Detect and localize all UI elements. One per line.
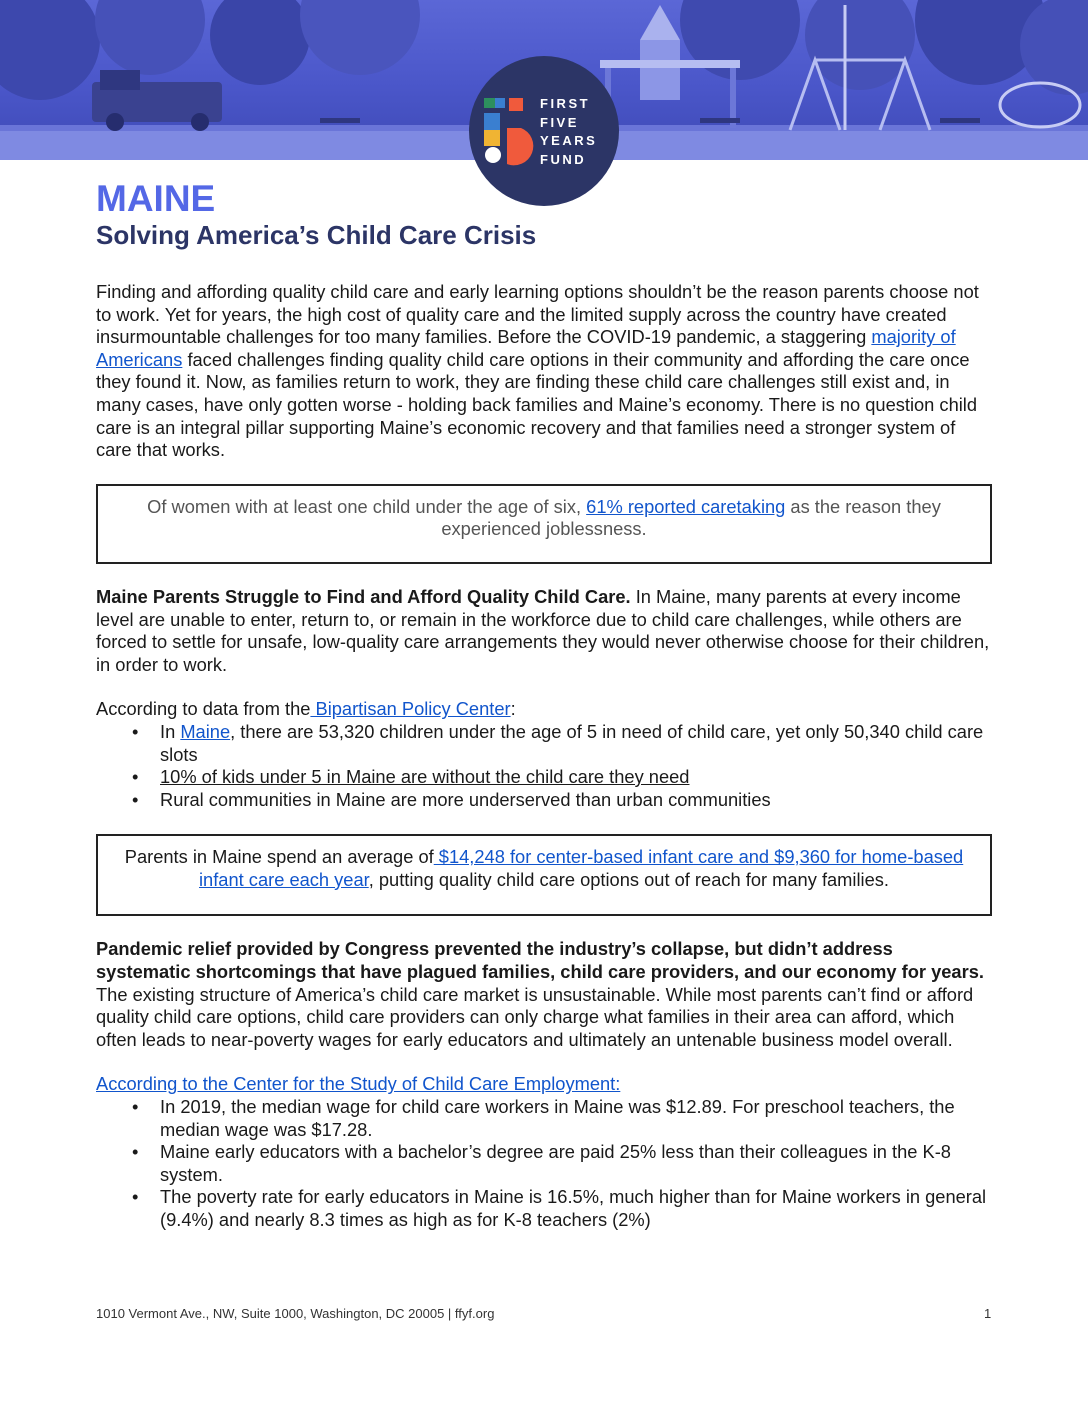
logo-line-years: YEARS xyxy=(540,133,598,148)
document-body xyxy=(96,281,992,1232)
list-item: • 10% of kids under 5 in Maine are without the child care they need xyxy=(160,766,992,789)
logo-line-five: FIVE xyxy=(540,114,579,130)
majority-of-americans-link[interactable]: majority of Americans xyxy=(96,326,956,370)
page-title: MAINE xyxy=(96,178,216,219)
logo-line-fund: FUND xyxy=(540,151,587,167)
caretaking-link[interactable]: 61% reported caretaking xyxy=(586,495,786,517)
first-five-years-fund-logo xyxy=(469,56,619,206)
callout-box-infant-care-cost: Parents in Maine spend an average of $14,248 for center-based infant care and $9,360 for home-based infant care each year, putting quality child care options out of reach for many families. xyxy=(96,834,992,916)
section-heading: Maine Parents Struggle to Find and Afford Quality Child Care. xyxy=(96,585,631,607)
list-item: • In Maine, there are 53,320 children under the age of 5 in need of child care, yet only 50,340 child care slots xyxy=(160,721,992,766)
list-item: • The poverty rate for early educators in Maine is 16.5%, much higher than for Maine workers in general (9.4%) and nearly 8.3 times as high as for K-8 teachers (2%) xyxy=(160,1186,992,1231)
logo-line-first: FIRST xyxy=(540,96,591,111)
infant-care-cost-link[interactable]: $14,248 for center-based infant care and $9,360 for home-based infant care each year xyxy=(199,846,964,890)
list-item: • Maine early educators with a bachelor’s degree are paid 25% less than their colleagues in the K-8 system. xyxy=(160,1141,992,1186)
bipartisan-policy-center-link[interactable]: Bipartisan Policy Center xyxy=(310,698,511,720)
cscce-bullet-list xyxy=(96,1096,992,1232)
cscce-link[interactable]: According to the Center for the Study of Child Care Employment: xyxy=(96,1073,621,1095)
list-item: • In 2019, the median wage for child care workers in Maine was $12.89. For preschool teachers, the median wage was $17.28. xyxy=(160,1096,992,1141)
page-number: 1 xyxy=(984,1306,992,1321)
page-subtitle: Solving America’s Child Care Crisis xyxy=(96,220,537,250)
section-heading: Pandemic relief provided by Congress prevented the industry’s collapse, but didn’t address systematic shortcomings that have plagued families, child care providers, and our economy for years. xyxy=(96,938,984,983)
list-item: • Rural communities in Maine are more underserved than urban communities xyxy=(160,789,992,812)
intro-paragraph: Finding and affording quality child care and early learning options shouldn’t be the reason parents choose not to work. Yet for years, the high cost of quality care and the limited supply across the country have created insurmountable challenges for too many families. Before the COVID-19 pandemic, a staggering majority of Americans faced challenges finding quality child care options in their community and affording the care once they found it. Now, as families return to work, they are finding these child care challenges still exist and, in many cases, have only gotten worse - holding back families and Maine’s economy. There is no question child care is an integral pillar supporting Maine’s economic recovery and that families need a stronger system of care that works. xyxy=(96,281,979,461)
section-parents-struggle: Maine Parents Struggle to Find and Afford Quality Child Care. In Maine, many parents at every income level are unable to enter, return to, or remain in the workforce due to child care challenges, while others are forced to settle for unsafe, low-quality care arrangements they would never otherwise choose for their children, in order to work. xyxy=(96,585,990,675)
logo-wordmark xyxy=(540,95,597,169)
bpc-bullet-list xyxy=(96,721,992,811)
callout-box-caretaking: Of women with at least one child under the age of six, 61% reported caretaking as the reason they experienced joblessness. xyxy=(96,484,992,564)
maine-link[interactable]: Maine xyxy=(180,720,231,742)
footer-address: 1010 Vermont Ave., NW, Suite 1000, Washington, DC 20005 | ffyf.org xyxy=(96,1306,495,1321)
bpc-intro: According to data from the Bipartisan Policy Center: xyxy=(96,698,516,720)
section-pandemic-relief: Pandemic relief provided by Congress prevented the industry’s collapse, but didn’t address systematic shortcomings that have plagued families, child care providers, and our economy for years. The existing structure of America’s child care market is unsustainable. While most parents can’t find or afford quality child care options, child care providers can only charge what families in their area can afford, which often leads to near-poverty wages for early educators and ultimately an untenable business model overall. xyxy=(96,938,984,1050)
cscce-intro xyxy=(96,1073,992,1096)
